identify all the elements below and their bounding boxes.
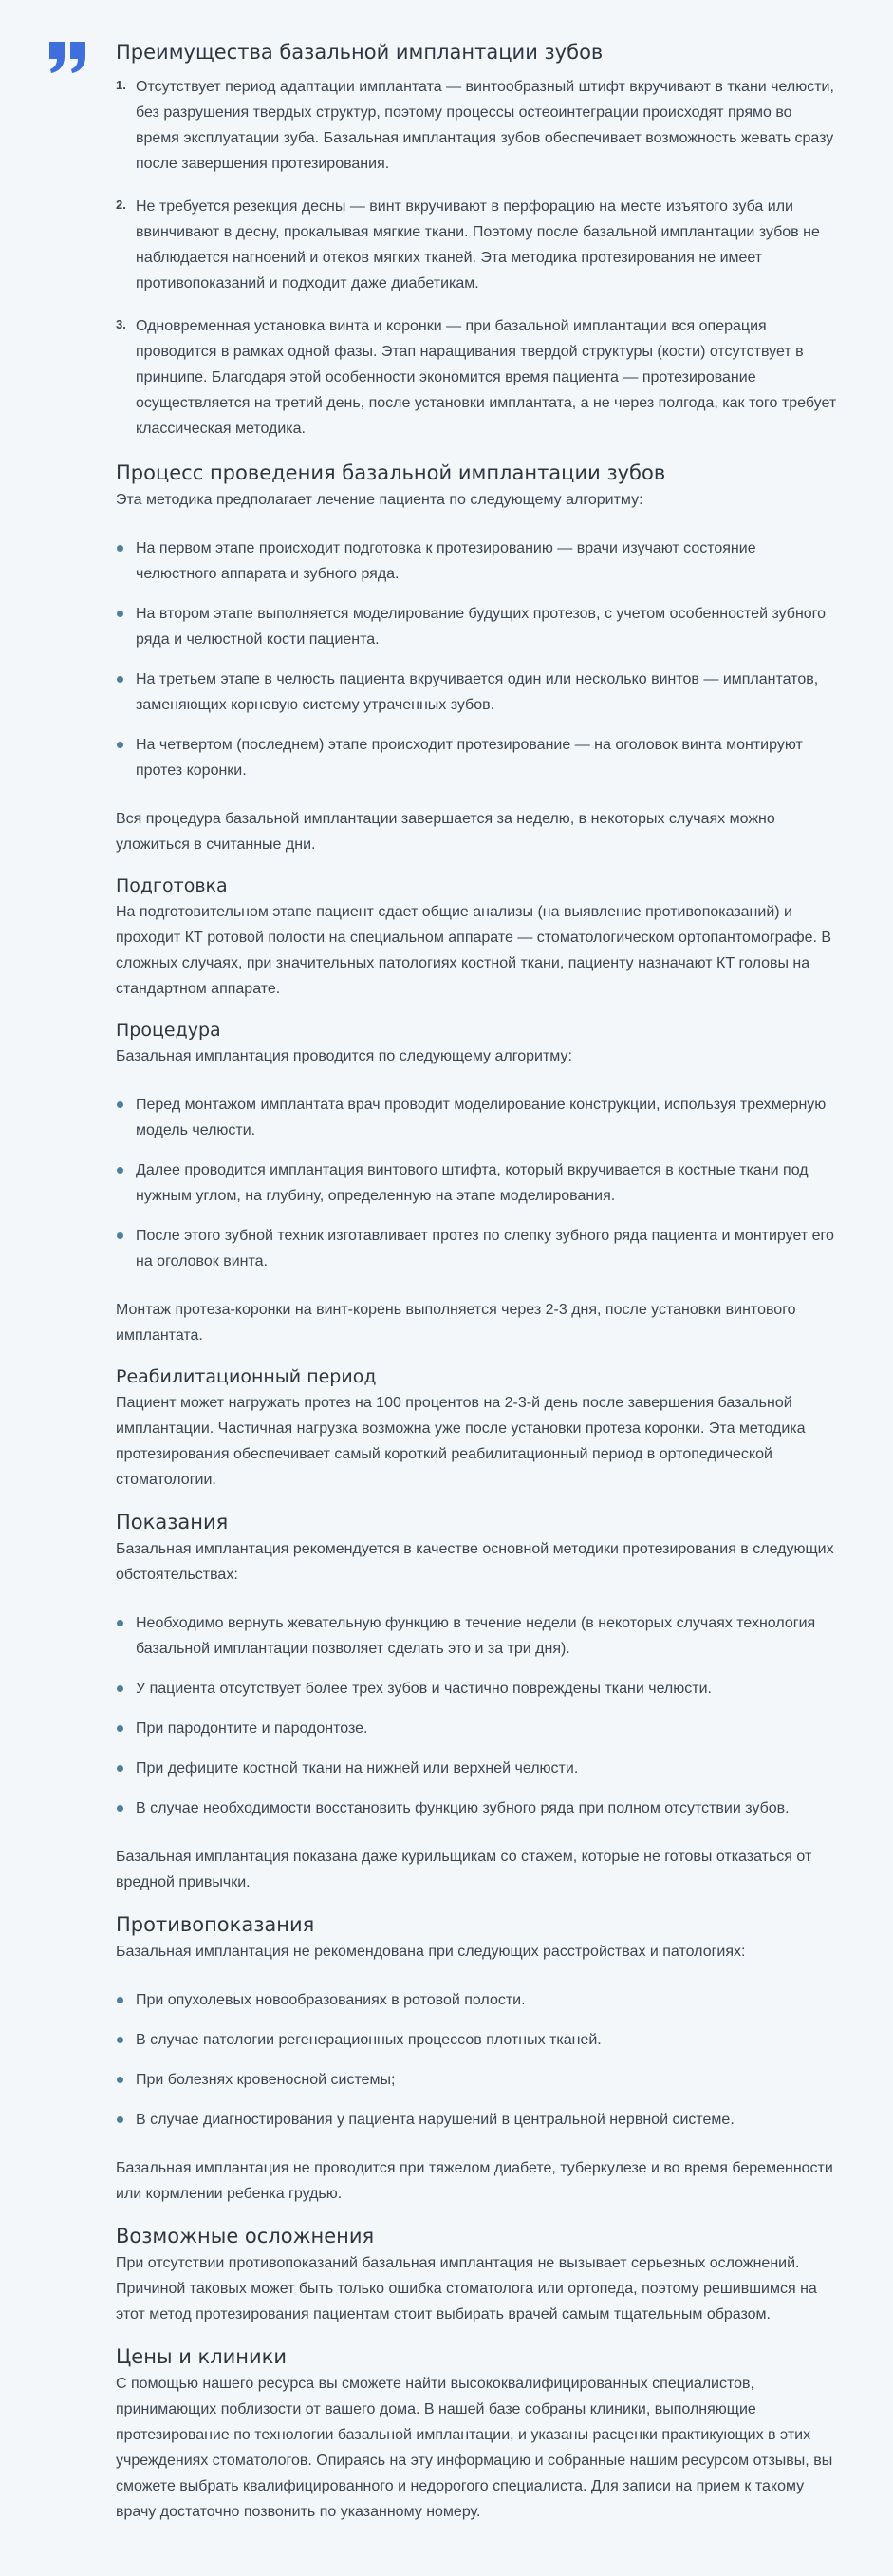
indications-list <box>116 1610 837 1821</box>
prices-heading: Цены и клиники <box>116 2345 287 2368</box>
list-item: Далее проводится имплантация винтового штифта, который вкручивается в костные ткани под нужным углом, на глубину, определенную на этапе моделирования. <box>116 1157 837 1209</box>
advantages-list <box>116 74 837 442</box>
prices-text: С помощью нашего ресурса вы сможете найти высококвалифицированных специалистов, принимающих поблизости от вашего дома. В нашей базе собраны клиники, выполняющие протезирование по технологии базальной имплантации, и указаны расценки практикующих в этих учреждениях стоматологов. Опираясь на эту информацию и собранные нашим ресурсом отзывы, вы сможете выбрать квалифицированного и недорогого специалиста. Для записи на прием к такому врачу достаточно позвонить по указанному номеру. <box>116 2376 833 2520</box>
process-heading: Процесс проведения базальной имплантации зубов <box>116 461 666 484</box>
bullet-icon <box>117 545 123 552</box>
list-item: При болезнях кровеносной системы; <box>116 2067 837 2093</box>
process-list <box>116 536 837 783</box>
list-item: При пародонтите и пародонтозе. <box>116 1716 837 1741</box>
indications-outro: Базальная имплантация показана даже курильщикам со стажем, которые не готовы отказаться от вредной привычки. <box>116 1849 812 1890</box>
list-item: При опухолевых новообразованиях в ротовой полости. <box>116 1987 837 2013</box>
preparation-text: На подготовительном этапе пациент сдает общие анализы (на выявление противопоказаний) и проходит КТ ротовой полости на специальном аппарате — стоматологическом ортопантомографе. В сложных случаях, при значительных патологиях костной ткани, пациенту назначают КТ головы на стандартном аппарате. <box>116 904 832 997</box>
list-item: В случае патологии регенерационных процессов плотных тканей. <box>116 2027 837 2053</box>
bullet-icon <box>117 1232 123 1239</box>
bullet-icon <box>117 1765 123 1772</box>
list-item: 2. Не требуется резекция десны — винт вкручивают в перфорацию на месте изъятого зуба или ввинчивают в десну, прокалывая мягкие ткани. Поэтому после базальной имплантации зубов не наблюдается нагноений и отеков мягких тканей. Эта методика протезирования не имеет противопоказаний и подходит даже диабетикам. <box>116 197 820 291</box>
bullet-icon <box>117 676 123 683</box>
list-item: На втором этапе выполняется моделирование будущих протезов, с учетом особенностей зубного ряда и челюстной кости пациента. <box>116 601 837 652</box>
process-intro: Эта методика предполагает лечение пациента по следующему алгоритму: <box>116 492 643 508</box>
bullet-icon <box>117 611 123 617</box>
advantages-heading: Преимущества базальной имплантации зубов <box>116 41 604 64</box>
preparation-heading: Подготовка <box>116 875 228 896</box>
list-item: На первом этапе происходит подготовка к протезированию — врачи изучают состояние челюстного аппарата и зубного ряда. <box>116 536 837 587</box>
bullet-icon <box>117 1805 123 1812</box>
bullet-icon <box>117 1997 123 2003</box>
list-item: На четвертом (последнем) этапе происходит протезирование — на оголовок винта монтируют протез коронки. <box>116 732 837 783</box>
bullet-icon <box>117 1167 123 1174</box>
list-item: В случае диагностирования у пациента нарушений в центральной нервной системе. <box>116 2107 837 2133</box>
list-item: При дефиците костной ткани на нижней или верхней челюсти. <box>116 1756 837 1781</box>
contraindications-heading: Противопоказания <box>116 1913 315 1936</box>
list-item: Необходимо вернуть жевательную функцию в течение недели (в некоторых случаях технология базальной имплантации позволяет сделать это и за три дня). <box>116 1610 837 1662</box>
indications-intro: Базальная имплантация рекомендуется в качестве основной методики протезирования в следующих обстоятельствах: <box>116 1541 834 1583</box>
bullet-icon <box>117 2116 123 2123</box>
list-item: У пациента отсутствует более трех зубов и частично повреждены ткани челюсти. <box>116 1676 837 1702</box>
bullet-icon <box>117 742 123 748</box>
complications-heading: Возможные осложнения <box>116 2225 375 2247</box>
bullet-icon <box>117 1620 123 1626</box>
contraindications-list <box>116 1987 837 2133</box>
indications-heading: Показания <box>116 1511 229 1533</box>
list-item: После этого зубной техник изготавливает протез по слепку зубного ряда пациента и монтирует его на оголовок винта. <box>116 1223 837 1274</box>
contraindications-outro: Базальная имплантация не проводится при тяжелом диабете, туберкулезе и во время беременности или кормлении ребенка грудью. <box>116 2160 833 2202</box>
list-item: 1. Отсутствует период адаптации имплантата — винтообразный штифт вкручивают в ткани челюсти, без разрушения твердых структур, поэтому процессы остеоинтеграции происходят прямо во время эксплуатации зуба. Базальная имплантация зубов обеспечивает возможность жевать сразу после завершения протезирования. <box>116 78 834 172</box>
bullet-icon <box>117 1101 123 1108</box>
quote-icon <box>47 40 87 74</box>
complications-text: При отсутствии противопоказаний базальная имплантация не вызывает серьезных осложнений. Причиной таковых может быть только ошибка стоматолога или ортопеда, поэтому решившимся на этот метод протезирования пациентам стоит выбирать врачей самым тщательным образом. <box>116 2255 817 2322</box>
rehab-heading: Реабилитационный период <box>116 1366 377 1387</box>
procedure-outro: Монтаж протеза-коронки на винт-корень выполняется через 2-3 дня, после установки винтового имплантата. <box>116 1302 796 1344</box>
procedure-intro: Базальная имплантация проводится по следующему алгоритму: <box>116 1048 572 1064</box>
list-item: 3. Одновременная установка винта и коронки — при базальной имплантации вся операция проводится в рамках одной фазы. Этап наращивания твердой структуры (кости) отсутствует в принципе. Благодаря этой особенности экономится время пациента — протезирование осуществляется на третий день, после установки имплантата, а не через полгода, как того требует классическая методика. <box>116 317 837 437</box>
list-item: Перед монтажом имплантата врач проводит моделирование конструкции, используя трехмерную модель челюсти. <box>116 1092 837 1143</box>
bullet-icon <box>117 2077 123 2083</box>
procedure-heading: Процедура <box>116 1020 221 1041</box>
process-outro: Вся процедура базальной имплантации завершается за неделю, в некоторых случаях можно уложиться в считанные дни. <box>116 811 775 853</box>
list-item: В случае необходимости восстановить функцию зубного ряда при полном отсутствии зубов. <box>116 1796 837 1821</box>
article-body <box>116 38 837 2525</box>
bullet-icon <box>117 1725 123 1732</box>
list-item: На третьем этапе в челюсть пациента вкручивается один или несколько винтов — имплантатов, заменяющих корневую систему утраченных зубов. <box>116 667 837 718</box>
procedure-list <box>116 1092 837 1274</box>
contraindications-intro: Базальная имплантация не рекомендована при следующих расстройствах и патологиях: <box>116 1944 746 1960</box>
bullet-icon <box>117 2037 123 2043</box>
rehab-text: Пациент может нагружать протез на 100 процентов на 2-3-й день после завершения базальной имплантации. Частичная нагрузка возможна уже после установки протеза коронки. Эта методика протезирования обеспечивает самый короткий реабилитационный период в ортопедической стоматологии. <box>116 1395 806 1488</box>
bullet-icon <box>117 1685 123 1692</box>
